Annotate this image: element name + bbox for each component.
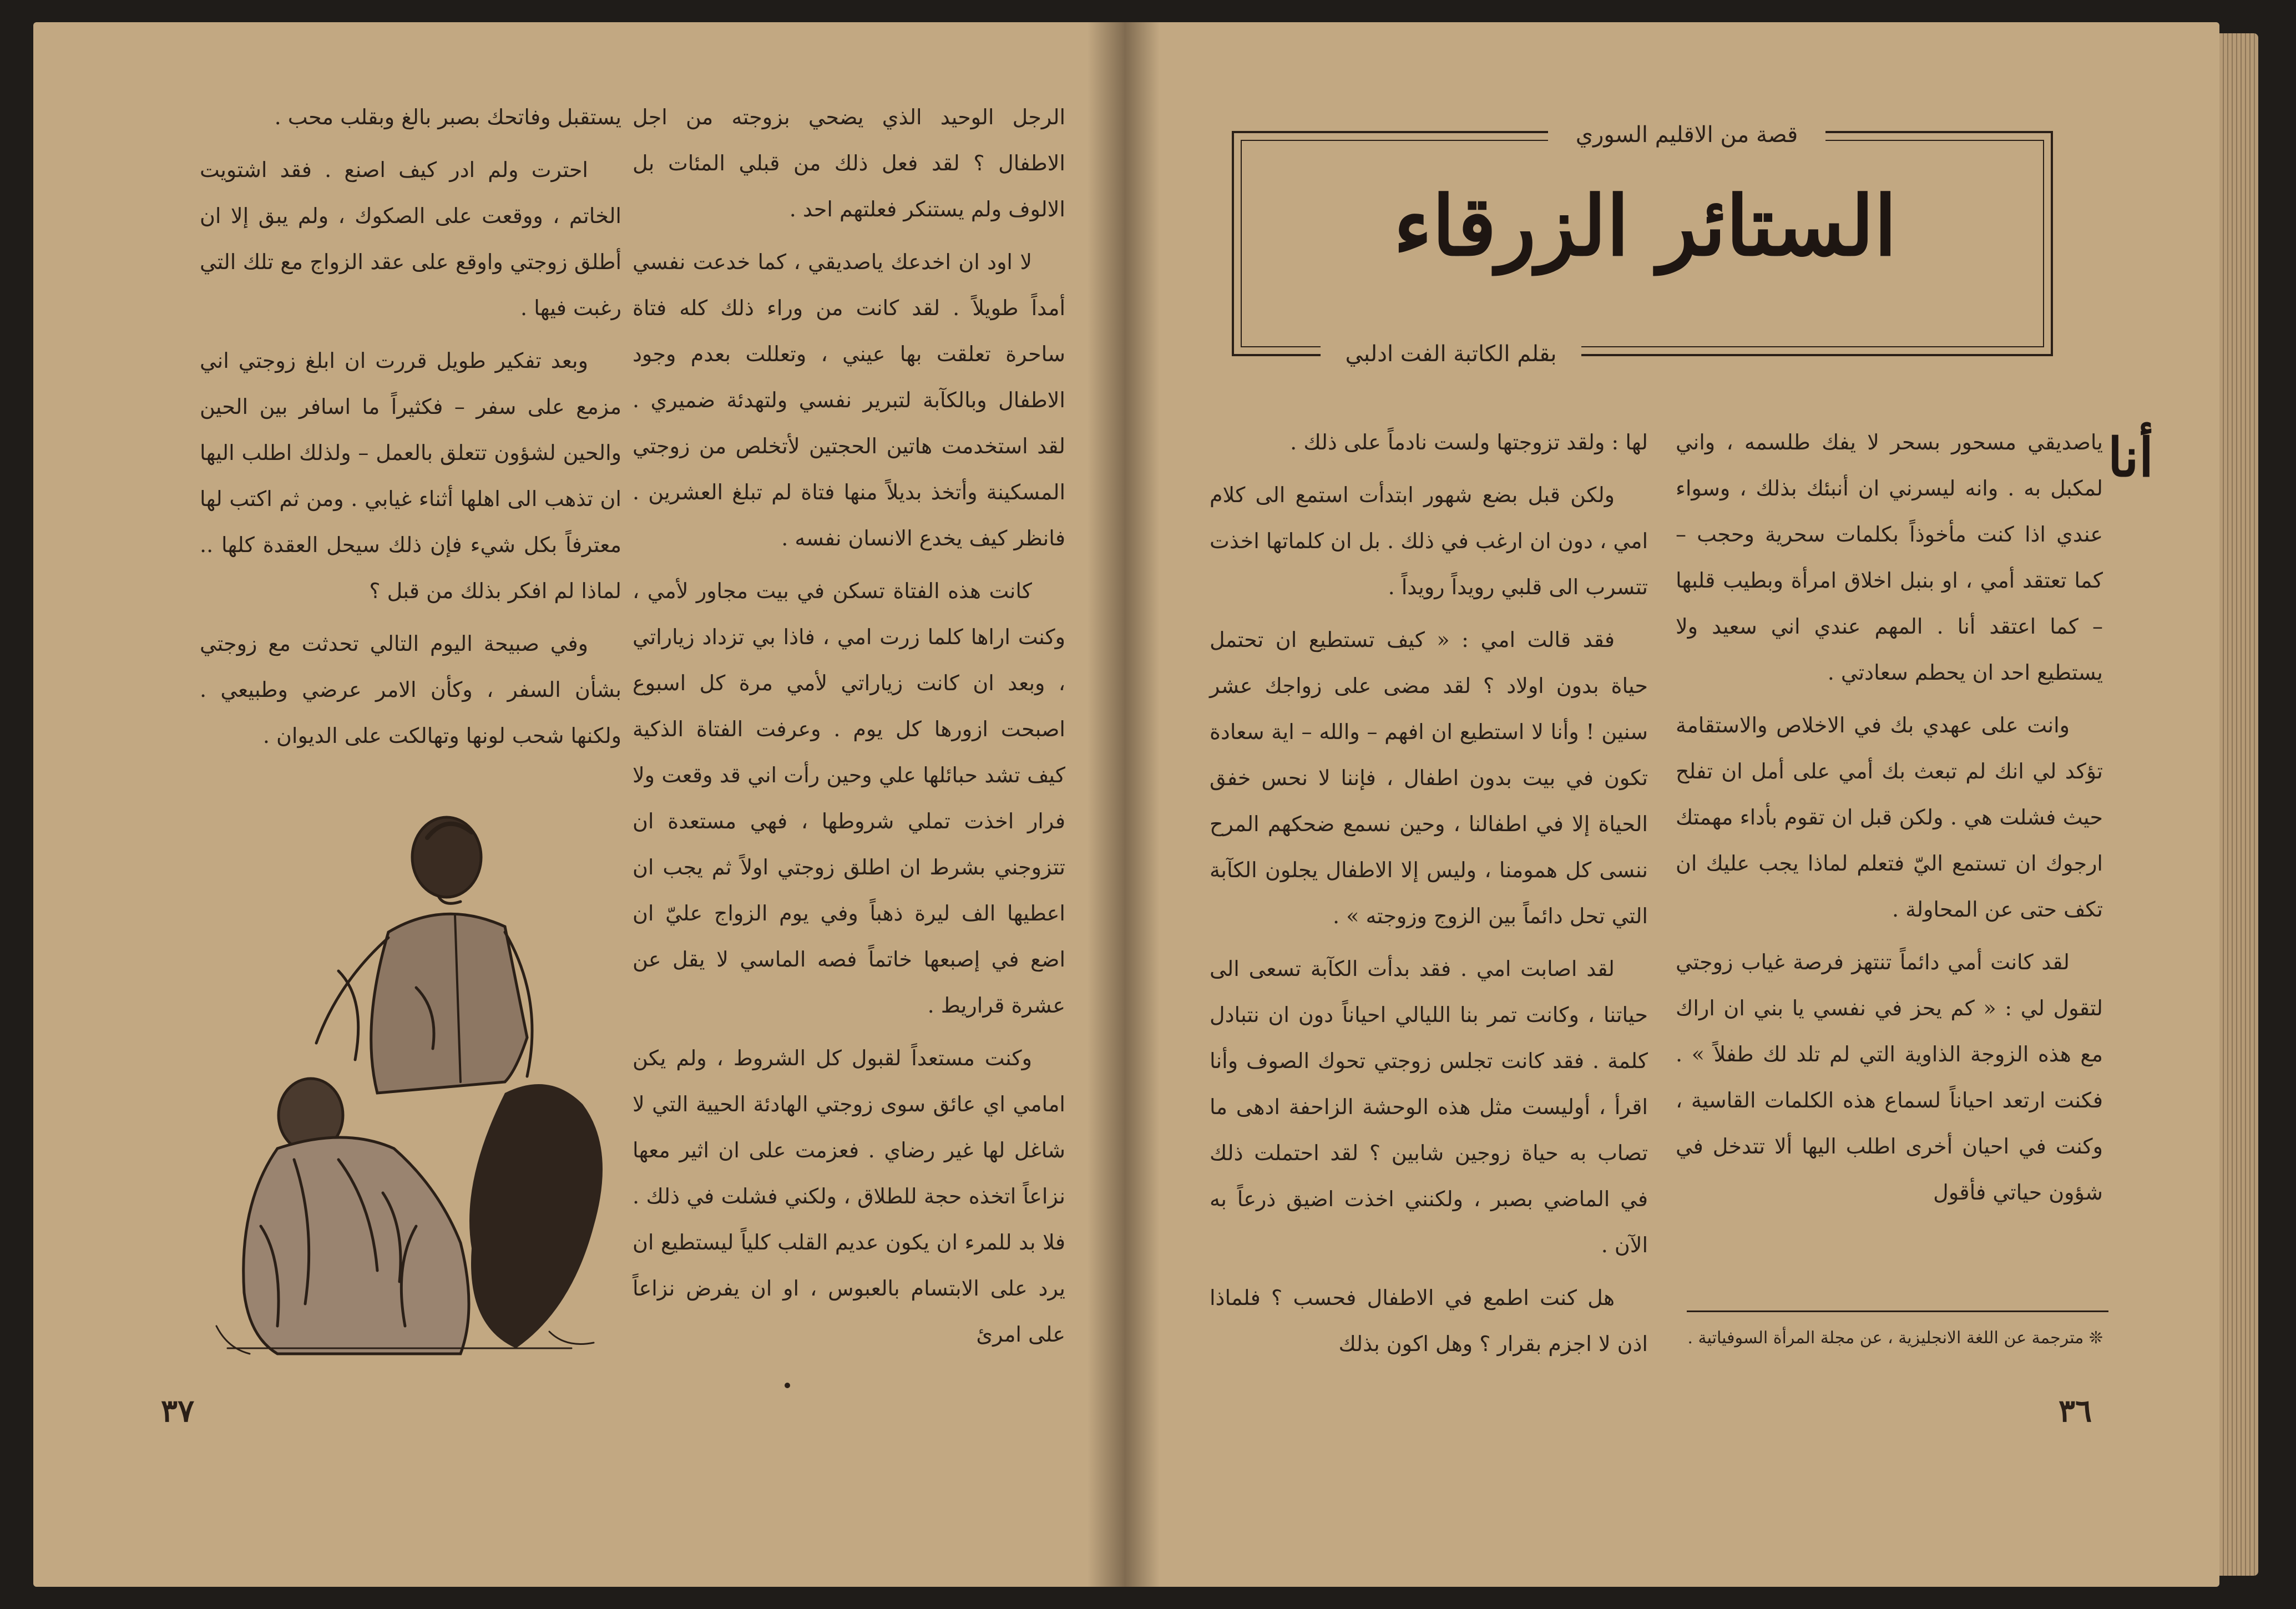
paragraph: وكنت مستعداً لقبول كل الشروط ، ولم يكن امامي اي عائق سوى زوجتي الهادئة الحيية التي لا شاغل لها غير رضاي . فعزمت على ان اثير معها نزاعاً اتخذه حجة للطلاق ، ولكني فشلت في ذلك . فلا بد للمرء ان يكون عديم القلب كلياً ليستطيع ان يرد على الابتسام بالعبوس ، او ان يفرض نزاعاً على امرئ <box>633 1046 1065 1347</box>
left-page-content <box>33 22 1121 1587</box>
paragraph: وبعد تفكير طويل قررت ان ابلغ زوجتي اني مزمع على سفر – فكثيراً ما اسافر بين الحين والحين لشؤون تتعلق بالعمل – ولذلك اطلب اليها ان تذهب الى اهلها أثناء غيابي . ومن ثم اكتب لها معترفاً بكل شيء فإن ذلك سيحل العقدة كلها .. لماذا لم افكر بذلك من قبل ؟ <box>200 348 621 603</box>
paragraph: لقد اصابت امي . فقد بدأت الكآبة تسعى الى حياتنا ، وكانت تمر بنا الليالي احياناً دون ان نتبادل كلمة . فقد كانت تجلس زوجتي تحوك الصوف وأنا اقرأ ، أوليست مثل هذه الوحشة الزاحفة ادهى ما تصاب به حياة زوجين شابين ؟ لقد احتملت ذلك في الماضي بصبر ، ولكنني اخذت اضيق ذرعاً به الآن . <box>1210 957 1648 1257</box>
paragraph: ياصديقي مسحور بسحر لا يفك طلسمه ، واني لمكبل به . وانه ليسرني ان أنبئك بذلك ، وسواء عندي اذا كنت مأخوذاً بكلمات سحرية وحجب – كما تعتقد أمي ، او بنبل اخلاق امرأة وبطيب قلبها – كما اعتقد أنا . المهم عندي اني سعيد ولا يستطيع احد ان يحطم سعادتي . <box>1676 430 2103 685</box>
paragraph: يستقبل وفاتحك بصبر بالغ وبقلب محب . <box>274 105 621 129</box>
page-number-left: ٣٧ <box>161 1393 195 1429</box>
paragraph: هل كنت اطمع في الاطفال فحسب ؟ فلماذا اذن لا اجزم بقرار ؟ وهل اكون بذلك <box>1210 1286 1648 1356</box>
story-kicker: قصة من الاقليم السوري <box>1548 122 1825 148</box>
right-page-content <box>1121 22 2219 1587</box>
footnote: ❊ مترجمة عن اللغة الانجليزية ، عن مجلة المرأة السوفياتية . <box>1687 1328 2103 1348</box>
story-illustration <box>194 804 627 1376</box>
paragraph: وانت على عهدي بك في الاخلاص والاستقامة تؤكد لي انك لم تبعث بك أمي على أمل ان تفلح حيث فشلت هي . ولكن قبل ان تقوم بأداء مهمتك ارجوك ان تستمع اليّ فتعلم لماذا يجب عليك ان تكف حتى عن المحاولة . <box>1676 713 2103 922</box>
left-page-inner-column <box>633 94 1065 1364</box>
ornament-dot <box>785 1383 790 1388</box>
paragraph: ولكن قبل بضع شهور ابتدأت استمع الى كلام امي ، دون ان ارغب في ذلك . بل ان كلماتها اخذت تتسرب الى قلبي رويداً رويداً . <box>1210 483 1648 599</box>
paragraph: احترت ولم ادر كيف اصنع . فقد اشتويت الخاتم ، ووقعت على الصكوك ، ولم يبق إلا ان أطلق زوجتي واوقع على عقد الزواج مع تلك التي رغبت فيها . <box>200 158 621 320</box>
right-page-second-column <box>1210 419 1648 1374</box>
paragraph: وفي صبيحة اليوم التالي تحدثت مع زوجتي بشأن السفر ، وكأن الامر عرضي وطبيعي . ولكنها شحب لونها وتهالكت على الديوان . <box>200 631 621 748</box>
footnote-rule <box>1687 1311 2108 1312</box>
paragraph: لا اود ان اخدعك ياصديقي ، كما خدعت نفسي أمداً طويلاً . لقد كانت من وراء ذلك كله فتاة ساحرة تعلقت بها عيني ، وتعللت بعدم وجود الاطفال وبالكآبة لتبرير نفسي ولتهدئة ضميري . لقد استخدمت هاتين الحجتين لأتخلص من زوجتي المسكينة وأتخذ بديلاً منها فتاة لم تبلغ العشرين . فانظر كيف يخدع الانسان نفسه . <box>633 250 1065 550</box>
paragraph: الرجل الوحيد الذي يضحي بزوجته من اجل الاطفال ؟ لقد فعل ذلك من قبلي المئات بل الالوف ولم يستنكر فعلتهم احد . <box>633 105 1065 221</box>
paragraph: كانت هذه الفتاة تسكن في بيت مجاور لأمي ، وكنت اراها كلما زرت امي ، فاذا بي تزداد زياراتي ، وبعد ان كانت زياراتي لأمي مرة كل اسبوع اصبحت ازورها كل يوم . وعرفت الفتاة الذكية كيف تشد حبائلها علي وحين رأت اني قد وقعت ولا فرار اخذت تملي شروطها ، فهي مستعدة ان تتزوجني بشرط ان اطلق زوجتي اولاً ثم يجب ان اعطيها الف ليرة ذهباً وفي يوم الزواج عليّ ان اضع في إصبعها خاتماً فصه الماسي لا يقل عن عشرة قراريط . <box>633 579 1065 1018</box>
paragraph: فقد قالت امي : « كيف تستطيع ان تحتمل حياة بدون اولاد ؟ لقد مضى على زواجك عشر سنين ! وأنا لا استطيع ان افهم – والله – اية سعادة تكون في بيت بدون اطفال ، فإننا لا نحس خفق الحياة إلا في اطفالنا ، وحين نسمع ضحكهم المرح ننسى كل همومنا ، وليس إلا الاطفال يجلون الكآبة التي تحل دائماً بين الزوج وزوجته » . <box>1210 628 1648 928</box>
paragraph: لها : ولقد تزوجتها ولست نادماً على ذلك . <box>1290 430 1648 454</box>
author-byline: بقلم الكاتبة الفت ادلبي <box>1321 341 1581 367</box>
page-edges <box>2219 33 2258 1576</box>
paragraph: لقد كانت أمي دائماً تنتهز فرصة غياب زوجتي لتقول لي : « كم يحز في نفسي يا بني ان اراك مع هذه الزوجة الذاوية التي لم تلد لك طفلاً » . فكنت ارتعد احياناً لسماع هذه الكلمات القاسية ، وكنت في احيان أخرى اطلب اليها ألا تتدخل في شؤون حياتي فأقول <box>1676 950 2103 1205</box>
right-page-first-column <box>1676 419 2103 1222</box>
page-number-right: ٣٦ <box>2059 1393 2092 1429</box>
left-page-outer-column <box>200 94 621 766</box>
story-title: الستائر الزرقاء <box>1393 178 1897 274</box>
drop-cap: أنا <box>2107 426 2154 489</box>
